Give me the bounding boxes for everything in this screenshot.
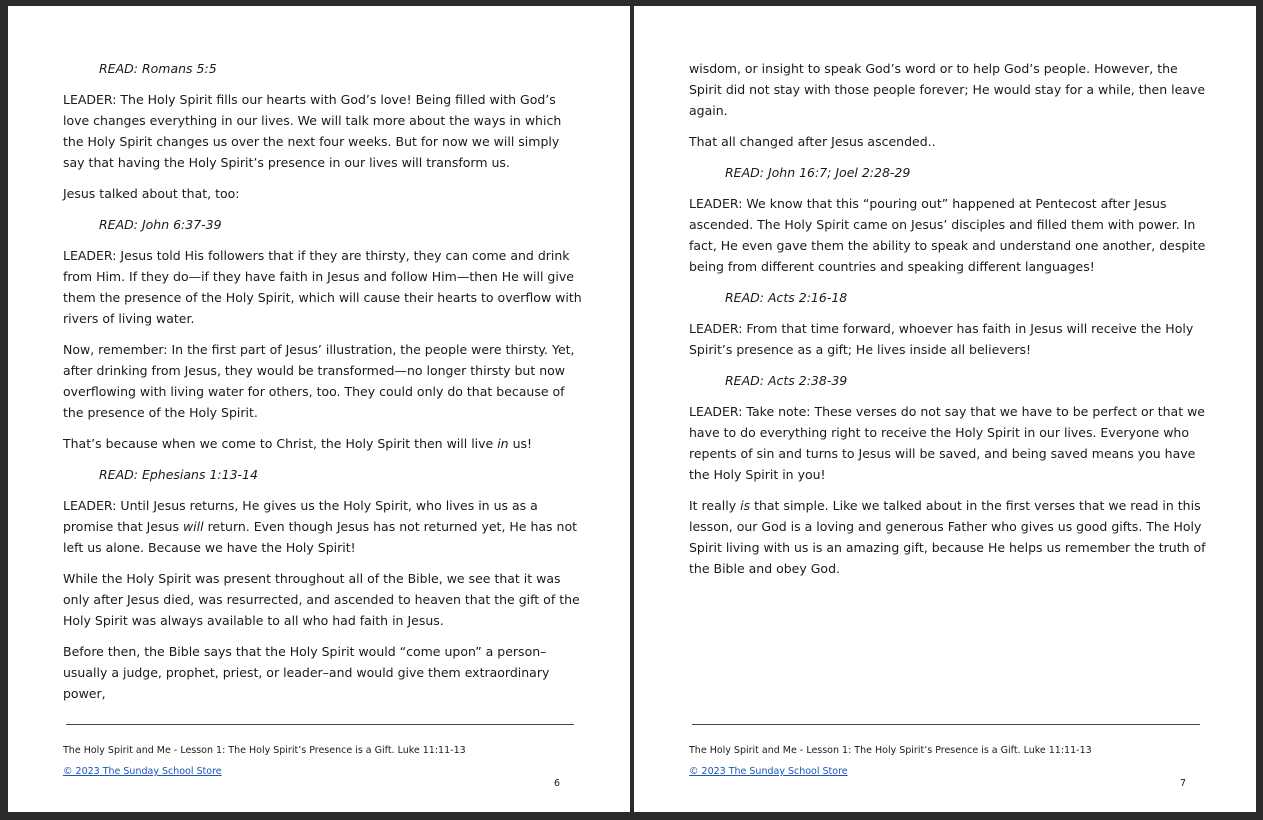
paragraph [63,495,583,558]
read-label: READ [99,467,134,482]
read-reference: : Romans 5:5 [133,61,217,76]
paragraph: LEADER: Jesus told His followers that if they are thirsty, they can come and drink from Him. If they do—if they have faith in Jesus and follow Him—then He will give them the presence of the Holy Spirit, which will cause their hearts to overflow with rivers of living water. [63,248,582,326]
read-reference: : Acts 2:38-39 [759,373,848,388]
page-number: 7 [1179,778,1186,789]
copyright-link[interactable]: © 2023 The Sunday School Store [689,766,848,777]
read-reference: : Ephesians 1:13-14 [133,467,258,482]
read-reference: : John 16:7; Joel 2:28-29 [759,165,911,180]
scripture-reference [689,162,1209,183]
footer-divider [66,724,574,725]
paragraph: wisdom, or insight to speak God’s word or to help God’s people. However, the Spirit did not stay with those people forever; He would stay for a while, then leave again. [689,61,1206,118]
read-label: READ [99,217,134,232]
document-page-left [8,6,630,812]
page-body [63,58,583,714]
footer-title: The Holy Spirit and Me - Lesson 1: The Holy Spirit’s Presence is a Gift. Luke 11:11-13 [689,745,1092,756]
paragraph-text: that simple. Like we talked about in the first verses that we read in this lesson, our God is a loving and generous Father who gives us good gifts. The Holy Spirit living with us is an amazing gift, because He helps us remember the truth of the Bible and obey God. [689,498,1206,576]
paragraph: Jesus talked about that, too: [63,186,240,201]
paragraph [63,433,583,454]
paragraph: That all changed after Jesus ascended.. [689,134,936,149]
footer-title: The Holy Spirit and Me - Lesson 1: The Holy Spirit’s Presence is a Gift. Luke 11:11-13 [63,745,466,756]
read-label: READ [725,373,760,388]
read-label: READ [99,61,134,76]
paragraph-text: It really [689,498,741,513]
page-body [689,58,1209,589]
paragraph: LEADER: Take note: These verses do not say that we have to be perfect or that we have to do everything right to receive the Holy Spirit in our lives. Everyone who repents of sin and turns to Jesus will be saved, and being saved means you have the Holy Spirit in you! [689,404,1205,482]
paragraph: LEADER: The Holy Spirit fills our hearts with God’s love! Being filled with God’s love changes everything in our lives. We will talk more about the ways in which the Holy Spirit changes us over the next four weeks. But for now we will simply say that having the Holy Spirit’s presence in our lives will transform us. [63,92,562,170]
read-reference: : Acts 2:16-18 [759,290,848,305]
scripture-reference [689,287,1209,308]
copyright-link[interactable]: © 2023 The Sunday School Store [63,766,222,777]
footer-divider [692,724,1200,725]
paragraph-text: LEADER: Until Jesus returns, He gives us the Holy Spirit, who lives in us as a promise that Jesus [63,498,538,534]
paragraph-text: us! [508,436,533,451]
read-label: READ [725,290,760,305]
paragraph: While the Holy Spirit was present throughout all of the Bible, we see that it was only after Jesus died, was resurrected, and ascended to heaven that the gift of the Holy Spirit was always available to all who had faith in Jesus. [63,571,580,628]
paragraph-text: That’s because when we come to Christ, the Holy Spirit then will live [63,436,498,451]
paragraph: LEADER: From that time forward, whoever has faith in Jesus will receive the Holy Spirit’s presence as a gift; He lives inside all believers! [689,321,1194,357]
read-reference: : John 6:37-39 [133,217,222,232]
scripture-reference [63,464,583,485]
emphasis-text: in [497,436,509,451]
page-number: 6 [553,778,560,789]
read-label: READ [725,165,760,180]
scripture-reference [63,58,583,79]
document-page-right [634,6,1256,812]
paragraph-text: return. Even though Jesus has not returned yet, He has not left us alone. Because we have the Holy Spirit! [63,519,578,555]
paragraph [689,495,1209,579]
paragraph: LEADER: We know that this “pouring out” happened at Pentecost after Jesus ascended. The Holy Spirit came on Jesus’ disciples and filled them with power. In fact, He even gave them the ability to speak and understand one another, despite being from different countries and speaking different languages! [689,196,1206,274]
emphasis-text: is [740,498,751,513]
scripture-reference [689,370,1209,391]
emphasis-text: will [182,519,204,534]
scripture-reference [63,214,583,235]
paragraph: Now, remember: In the first part of Jesus’ illustration, the people were thirsty. Yet, after drinking from Jesus, they would be transformed—no longer thirsty but now overflowing with living water for others, too. They could only do that because of the presence of the Holy Spirit. [63,342,575,420]
paragraph: Before then, the Bible says that the Holy Spirit would “come upon” a person–usually a judge, prophet, priest, or leader–and would give them extraordinary power, [63,644,550,701]
